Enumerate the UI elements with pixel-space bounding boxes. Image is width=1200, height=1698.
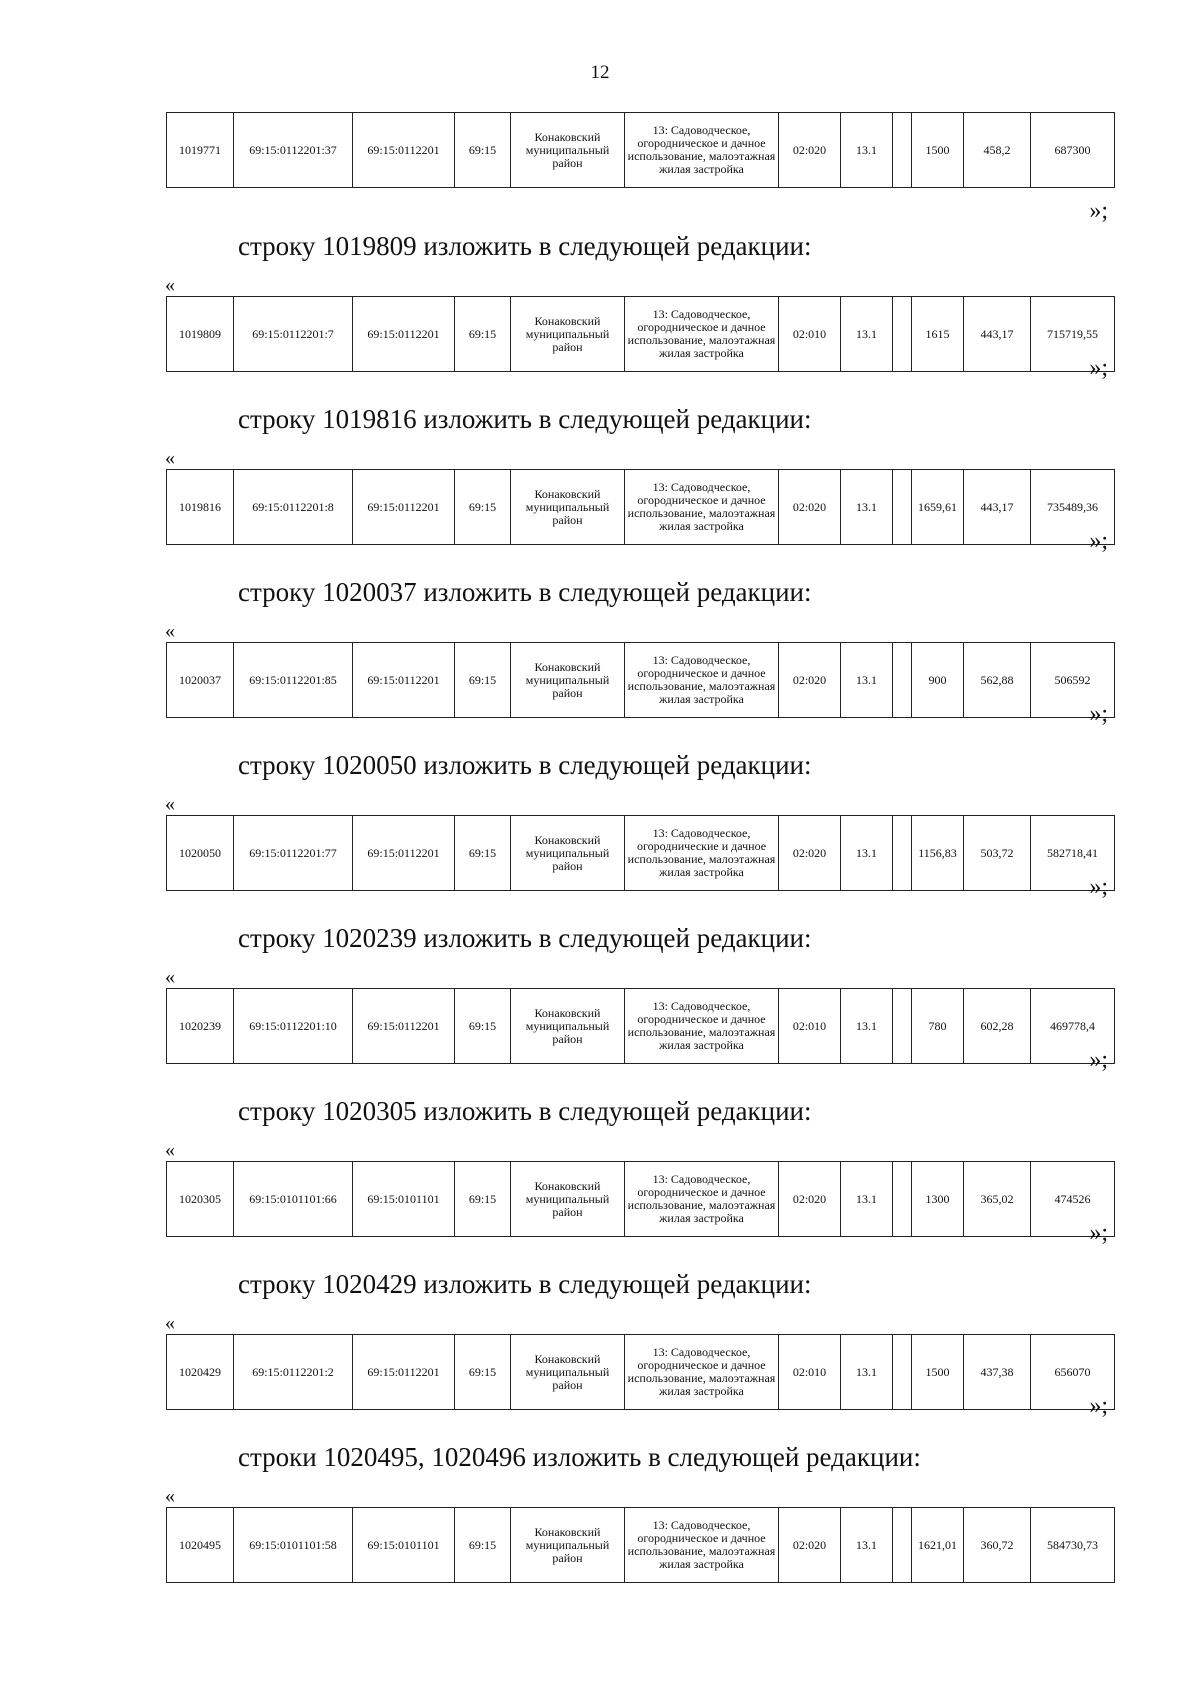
cell-specific-value: 360,72 xyxy=(964,1508,1031,1583)
cell-cadastral-quarter: 69:15:0112201 xyxy=(353,1335,455,1410)
cell-id: 1019809 xyxy=(167,297,234,372)
cell-area: 1500 xyxy=(912,1335,964,1410)
data-table xyxy=(166,112,1115,188)
cell-district: Конаковский муниципальный район xyxy=(511,816,625,891)
cell-group: 13.1 xyxy=(841,297,893,372)
cell-empty xyxy=(893,1335,912,1410)
cell-district: Конаковский муниципальный район xyxy=(511,113,625,188)
cell-empty xyxy=(893,816,912,891)
row-block-2 xyxy=(0,355,1200,550)
opening-quote: « xyxy=(165,1139,175,1161)
table-row xyxy=(167,470,1115,545)
cell-purpose: 13: Садоводческое, огородническое и дачное использование, малоэтажная жилая застройка xyxy=(625,470,779,545)
cell-specific-value: 443,17 xyxy=(964,297,1031,372)
row-block-8 xyxy=(0,1393,1200,1588)
cell-group: 13.1 xyxy=(841,1508,893,1583)
amendment-heading: строку 1020239 изложить в следующей редакции: xyxy=(238,923,812,953)
cell-empty xyxy=(893,470,912,545)
cell-district: Конаковский муниципальный район xyxy=(511,1162,625,1237)
row-block-1 xyxy=(0,204,1200,377)
closing-quote: »; xyxy=(1089,701,1108,727)
cell-cadastral-value: 687300 xyxy=(1031,113,1115,188)
cell-cadastral-value: 584730,73 xyxy=(1031,1508,1115,1583)
cell-group: 13.1 xyxy=(841,989,893,1064)
opening-quote: « xyxy=(165,274,175,296)
cell-specific-value: 437,38 xyxy=(964,1335,1031,1410)
cell-district: Конаковский муниципальный район xyxy=(511,643,625,718)
cell-purpose: 13: Садоводческое, огородническое и дачное использование, малоэтажная жилая застройка xyxy=(625,1508,779,1583)
opening-quote: « xyxy=(165,620,175,642)
closing-quote: »; xyxy=(1089,1393,1108,1419)
cell-purpose: 13: Садоводческое, огородническое и дачное использование, малоэтажная жилая застройка xyxy=(625,643,779,718)
cell-id: 1020050 xyxy=(167,816,234,891)
cell-code: 02:010 xyxy=(779,1335,841,1410)
cell-group: 13.1 xyxy=(841,1162,893,1237)
closing-quote: »; xyxy=(1089,355,1108,381)
cell-id: 1020429 xyxy=(167,1335,234,1410)
data-table xyxy=(166,1507,1115,1583)
cell-purpose: 13: Садоводческое, огородническое и дачное использование, малоэтажная жилая застройка xyxy=(625,989,779,1064)
opening-quote: « xyxy=(165,966,175,988)
row-block-4 xyxy=(0,701,1200,896)
cell-district-code: 69:15 xyxy=(455,297,511,372)
data-table xyxy=(166,988,1115,1064)
cell-cadastral-quarter: 69:15:0112201 xyxy=(353,643,455,718)
cell-code: 02:020 xyxy=(779,643,841,718)
amendment-heading: строки 1020495, 1020496 изложить в следующей редакции: xyxy=(238,1442,921,1472)
cell-specific-value: 602,28 xyxy=(964,989,1031,1064)
cell-district-code: 69:15 xyxy=(455,470,511,545)
cell-empty xyxy=(893,1508,912,1583)
cell-cadastral-quarter: 69:15:0101101 xyxy=(353,1162,455,1237)
table-row xyxy=(167,113,1115,188)
cell-purpose: 13: Садоводческое, огородническое и дачное использование, малоэтажная жилая застройка xyxy=(625,1162,779,1237)
cell-cadastral-value: 715719,55 xyxy=(1031,297,1115,372)
cell-empty xyxy=(893,297,912,372)
cell-cadastral-value: 735489,36 xyxy=(1031,470,1115,545)
data-table xyxy=(166,296,1115,372)
cell-cadastral-number: 69:15:0112201:10 xyxy=(234,989,353,1064)
cell-empty xyxy=(893,643,912,718)
cell-id: 1020239 xyxy=(167,989,234,1064)
cell-cadastral-quarter: 69:15:0112201 xyxy=(353,989,455,1064)
cell-specific-value: 503,72 xyxy=(964,816,1031,891)
cell-cadastral-value: 506592 xyxy=(1031,643,1115,718)
cell-cadastral-quarter: 69:15:0112201 xyxy=(353,297,455,372)
amendment-heading: строку 1020429 изложить в следующей редакции: xyxy=(238,1269,812,1299)
cell-code: 02:010 xyxy=(779,989,841,1064)
closing-quote: »; xyxy=(1089,198,1108,224)
cell-district: Конаковский муниципальный район xyxy=(511,470,625,545)
table-row xyxy=(167,816,1115,891)
row-block-5 xyxy=(0,874,1200,1069)
cell-cadastral-number: 69:15:0112201:7 xyxy=(234,297,353,372)
cell-cadastral-number: 69:15:0101101:66 xyxy=(234,1162,353,1237)
cell-specific-value: 365,02 xyxy=(964,1162,1031,1237)
cell-cadastral-number: 69:15:0101101:58 xyxy=(234,1508,353,1583)
cell-area: 1615 xyxy=(912,297,964,372)
cell-area: 1659,61 xyxy=(912,470,964,545)
amendment-heading: строку 1020050 изложить в следующей редакции: xyxy=(238,750,812,780)
cell-district: Конаковский муниципальный район xyxy=(511,989,625,1064)
cell-id: 1020037 xyxy=(167,643,234,718)
table-row xyxy=(167,1162,1115,1237)
cell-group: 13.1 xyxy=(841,470,893,545)
cell-code: 02:020 xyxy=(779,470,841,545)
cell-group: 13.1 xyxy=(841,113,893,188)
cell-cadastral-number: 69:15:0112201:77 xyxy=(234,816,353,891)
cell-specific-value: 443,17 xyxy=(964,470,1031,545)
table-row xyxy=(167,297,1115,372)
cell-group: 13.1 xyxy=(841,1335,893,1410)
cell-specific-value: 458,2 xyxy=(964,113,1031,188)
cell-cadastral-number: 69:15:0112201:37 xyxy=(234,113,353,188)
cell-district-code: 69:15 xyxy=(455,113,511,188)
cell-district-code: 69:15 xyxy=(455,989,511,1064)
opening-quote: « xyxy=(165,793,175,815)
cell-area: 900 xyxy=(912,643,964,718)
cell-empty xyxy=(893,989,912,1064)
cell-district: Конаковский муниципальный район xyxy=(511,1508,625,1583)
closing-quote: »; xyxy=(1089,1047,1108,1073)
cell-area: 1156,83 xyxy=(912,816,964,891)
cell-empty xyxy=(893,113,912,188)
cell-area: 780 xyxy=(912,989,964,1064)
cell-district-code: 69:15 xyxy=(455,643,511,718)
data-table xyxy=(166,815,1115,891)
closing-quote: »; xyxy=(1089,1220,1108,1246)
cell-cadastral-quarter: 69:15:0112201 xyxy=(353,816,455,891)
data-table xyxy=(166,1334,1115,1410)
cell-cadastral-number: 69:15:0112201:85 xyxy=(234,643,353,718)
cell-district: Конаковский муниципальный район xyxy=(511,1335,625,1410)
table-row xyxy=(167,643,1115,718)
cell-district-code: 69:15 xyxy=(455,1335,511,1410)
cell-district-code: 69:15 xyxy=(455,1508,511,1583)
data-table xyxy=(166,642,1115,718)
amendment-heading: строку 1019809 изложить в следующей редакции: xyxy=(238,231,812,261)
cell-area: 1500 xyxy=(912,113,964,188)
cell-cadastral-quarter: 69:15:0101101 xyxy=(353,1508,455,1583)
opening-quote: « xyxy=(165,447,175,469)
cell-area: 1621,01 xyxy=(912,1508,964,1583)
opening-quote: « xyxy=(165,1312,175,1334)
cell-cadastral-number: 69:15:0112201:2 xyxy=(234,1335,353,1410)
amendment-heading: строку 1020037 изложить в следующей редакции: xyxy=(238,577,812,607)
cell-cadastral-number: 69:15:0112201:8 xyxy=(234,470,353,545)
cell-purpose: 13: Садоводческое, огородническое и дачное использование, малоэтажная жилая застройка xyxy=(625,297,779,372)
cell-code: 02:020 xyxy=(779,113,841,188)
cell-cadastral-value: 469778,4 xyxy=(1031,989,1115,1064)
row-block-7 xyxy=(0,1220,1200,1415)
cell-code: 02:020 xyxy=(779,816,841,891)
data-table xyxy=(166,1161,1115,1237)
cell-id: 1019816 xyxy=(167,470,234,545)
cell-cadastral-quarter: 69:15:0112201 xyxy=(353,113,455,188)
cell-empty xyxy=(893,1162,912,1237)
opening-quote: « xyxy=(165,1485,175,1507)
cell-district-code: 69:15 xyxy=(455,1162,511,1237)
cell-specific-value: 562,88 xyxy=(964,643,1031,718)
cell-district-code: 69:15 xyxy=(455,816,511,891)
closing-quote: »; xyxy=(1089,528,1108,554)
table-row xyxy=(167,1335,1115,1410)
document-body xyxy=(0,112,1200,1588)
data-table xyxy=(166,469,1115,545)
cell-purpose: 13: Садоводческое, огороднические и дачное использование, малоэтажная жилая застройка xyxy=(625,816,779,891)
cell-group: 13.1 xyxy=(841,643,893,718)
cell-group: 13.1 xyxy=(841,816,893,891)
page-number: 12 xyxy=(590,62,610,83)
amendment-heading: строку 1020305 изложить в следующей редакции: xyxy=(238,1096,812,1126)
cell-code: 02:010 xyxy=(779,297,841,372)
closing-quote: »; xyxy=(1089,874,1108,900)
cell-id: 1020305 xyxy=(167,1162,234,1237)
cell-purpose: 13: Садоводческое, огородническое и дачное использование, малоэтажная жилая застройка xyxy=(625,113,779,188)
cell-id: 1019771 xyxy=(167,113,234,188)
cell-id: 1020495 xyxy=(167,1508,234,1583)
cell-cadastral-value: 582718,41 xyxy=(1031,816,1115,891)
cell-purpose: 13: Садоводческое, огородническое и дачное использование, малоэтажная жилая застройка xyxy=(625,1335,779,1410)
cell-cadastral-quarter: 69:15:0112201 xyxy=(353,470,455,545)
cell-code: 02:020 xyxy=(779,1162,841,1237)
cell-area: 1300 xyxy=(912,1162,964,1237)
table-row xyxy=(167,1508,1115,1583)
row-block-3 xyxy=(0,528,1200,723)
row-block-6 xyxy=(0,1047,1200,1242)
cell-cadastral-value: 656070 xyxy=(1031,1335,1115,1410)
cell-cadastral-value: 474526 xyxy=(1031,1162,1115,1237)
cell-code: 02:020 xyxy=(779,1508,841,1583)
cell-district: Конаковский муниципальный район xyxy=(511,297,625,372)
table-row xyxy=(167,989,1115,1064)
amendment-heading: строку 1019816 изложить в следующей редакции: xyxy=(238,404,812,434)
